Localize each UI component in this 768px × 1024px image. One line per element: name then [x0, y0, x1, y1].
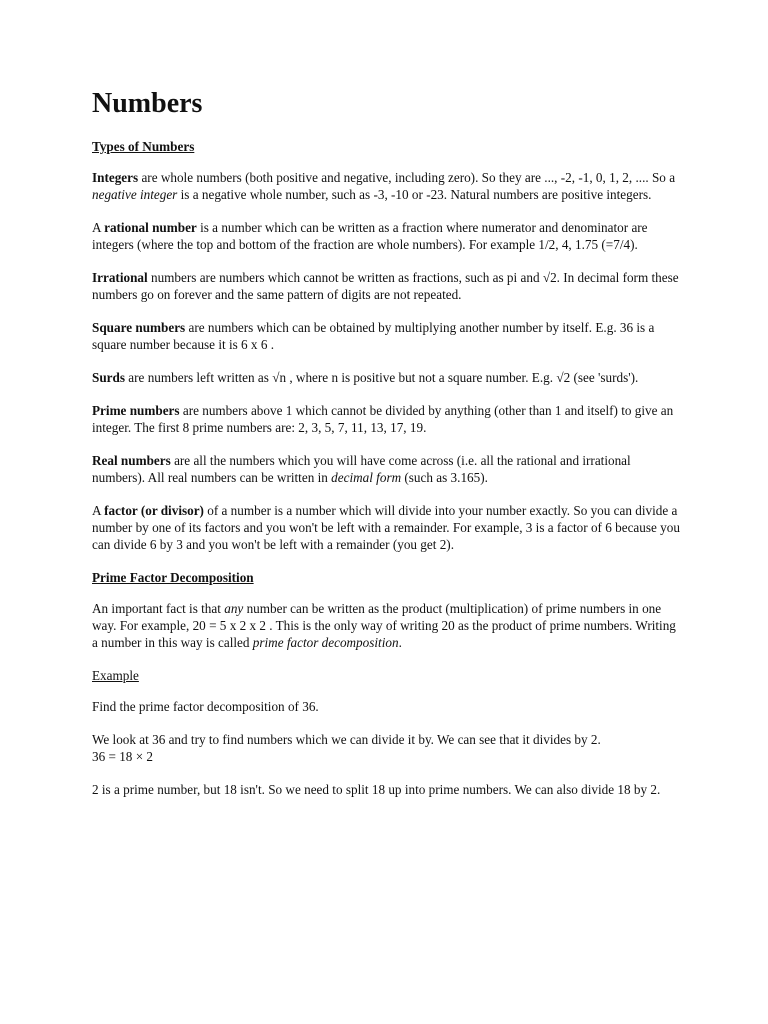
example-heading: Example [92, 668, 139, 683]
paragraph-surds: Surds are numbers left written as √n , where n is positive but not a square number. E.g. √2 (see 'surds'). [92, 370, 639, 385]
section-heading-pfd: Prime Factor Decomposition [92, 570, 254, 585]
term-square-numbers: Square numbers [92, 320, 186, 335]
emphasis-prime-factor-decomposition: prime factor decomposition [252, 635, 399, 650]
example-step-2: 2 is a prime number, but 18 isn't. So we need to split 18 up into prime numbers. We can also divide 18 by 2. [92, 782, 661, 797]
term-prime-numbers: Prime numbers [92, 403, 180, 418]
example-step-1: We look at 36 and try to find numbers which we can divide it by. We can see that it divides by 2. [92, 732, 601, 747]
paragraph-prime: Prime numbers are numbers above 1 which cannot be divided by anything (other than 1 and itself) to give an integer. The first 8 prime numbers are: 2, 3, 5, 7, 11, 13, 17, 19. [92, 403, 674, 435]
paragraph-irrational: Irrational numbers are numbers which cannot be written as fractions, such as pi and √2. In decimal form these numbers go on forever and the same pattern of digits are not repeated. [92, 270, 679, 302]
paragraph-rational: A rational number is a number which can be written as a fraction where numerator and denominator are integers (where the top and bottom of the fraction are whole numbers). For example 1/2, 4, 1.75 (=7/4). [92, 220, 648, 252]
paragraph-integers: Integers are whole numbers (both positive and negative, including zero). So they are ..., -2, -1, 0, 1, 2, .... So a negative integer is a negative whole number, such as -3, -10 or -23. Natural numbers are positive integers. [92, 170, 676, 202]
paragraph-square: Square numbers are numbers which can be obtained by multiplying another number by itself. E.g. 36 is a square number because it is 6 x 6 . [92, 320, 655, 352]
paragraph-factor: A factor (or divisor) of a number is a number which will divide into your number exactly. So you can divide a number by one of its factors and you won't be left with a remainder. For example, 3 is a factor of 6 because you can divide 6 by 3 and you won't be left with a remainder (you get 2). [92, 503, 680, 552]
term-factor: factor (or divisor) [104, 503, 204, 518]
paragraph-real: Real numbers are all the numbers which you will have come across (i.e. all the rational and irrational numbers). All real numbers can be written in decimal form (such as 3.165). [92, 453, 631, 485]
emphasis-negative-integer: negative integer [92, 187, 178, 202]
term-rational-number: rational number [104, 220, 197, 235]
term-irrational: Irrational [92, 270, 148, 285]
emphasis-any: any [224, 601, 244, 616]
section-heading-types: Types of Numbers [92, 139, 195, 154]
example-equation-1: 36 = 18 × 2 [92, 749, 154, 764]
example-task: Find the prime factor decomposition of 36. [92, 699, 319, 714]
emphasis-decimal-form: decimal form [331, 470, 402, 485]
document-page [92, 84, 684, 814]
paragraph-pfd: An important fact is that any number can be written as the product (multiplication) of prime numbers in one way. For example, 20 = 5 x 2 x 2 . This is the only way of writing 20 as the product of prime numbers. Writing a number in this way is called prime factor decomposition. [92, 601, 676, 650]
page-title: Numbers [92, 88, 203, 119]
term-real-numbers: Real numbers [92, 453, 171, 468]
term-integers: Integers [92, 170, 139, 185]
term-surds: Surds [92, 370, 125, 385]
